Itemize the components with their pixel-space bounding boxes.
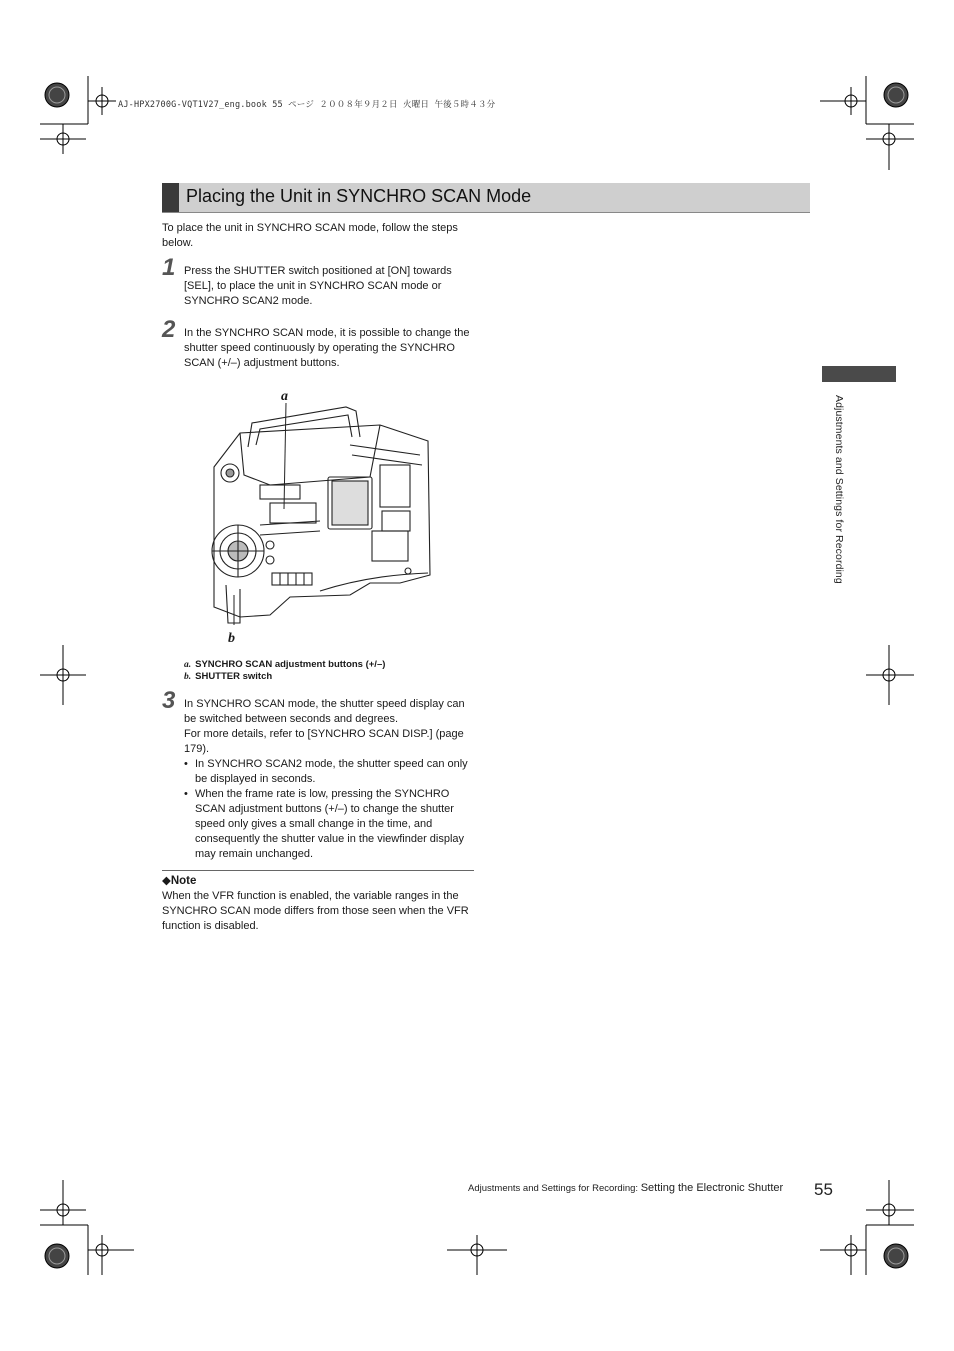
chapter-tab-marker (822, 366, 896, 382)
list-item: • In SYNCHRO SCAN2 mode, the shutter speed can only be displayed in seconds. (184, 757, 476, 787)
step-3-bullets (184, 757, 476, 862)
book-file-header: AJ-HPX2700G-VQT1V27_eng.book 55 ページ ２００８年９月２日 火曜日 午後５時４３分 (118, 100, 496, 110)
caption-a-text: SYNCHRO SCAN adjustment buttons (+/–) (195, 659, 386, 670)
figure-caption-b (184, 671, 272, 683)
figure-caption-a (184, 659, 385, 671)
note-heading: ◆Note (162, 875, 197, 887)
footer-chapter: Adjustments and Settings for Recording: (468, 1183, 639, 1194)
footer-breadcrumb (468, 1182, 783, 1194)
list-item: • When the frame rate is low, pressing the SYNCHRO SCAN adjustment buttons (+/–) to change the shutter speed only gives a small change in the time, and consequently the shutter value in the viewfinder display may remain unchanged. (184, 787, 476, 862)
note-text: When the VFR function is enabled, the variable ranges in the SYNCHRO SCAN mode differs from those seen when the VFR function is disabled. (162, 890, 469, 932)
step-1-number: 1 (162, 254, 176, 281)
section-accent (162, 183, 179, 212)
step-3-block (184, 697, 476, 862)
step-3-text: In SYNCHRO SCAN mode, the shutter speed display can be switched between seconds and degrees. (184, 698, 465, 725)
figure-label-b: b (228, 631, 235, 646)
chapter-side-label: Adjustments and Settings for Recording (833, 395, 845, 584)
camcorder-illustration (200, 385, 440, 650)
step-1-text: Press the SHUTTER switch positioned at [ON] towards [SEL], to place the unit in SYNCHRO SCAN mode or SYNCHRO SCAN2 mode. (184, 265, 452, 307)
page-number: 55 (814, 1180, 833, 1199)
step-2-number: 2 (162, 316, 176, 343)
camera-figure (200, 385, 440, 650)
caption-a-key: a. (184, 660, 192, 670)
step-3-number: 3 (162, 687, 176, 714)
caption-b-key: b. (184, 672, 192, 682)
section-title-bar (162, 183, 810, 213)
figure-label-a: a (281, 389, 288, 404)
section-title: Placing the Unit in SYNCHRO SCAN Mode (186, 186, 532, 206)
step-2-text: In the SYNCHRO SCAN mode, it is possible to change the shutter speed continuously by operating the SYNCHRO SCAN (+/–) adjustment buttons. (184, 327, 470, 369)
caption-b-text: SHUTTER switch (195, 671, 273, 682)
footer-topic: Setting the Electronic Shutter (640, 1182, 784, 1194)
intro-text: To place the unit in SYNCHRO SCAN mode, follow the steps below. (162, 222, 458, 249)
step-3-reference: For more details, refer to [SYNCHRO SCAN DISP.] (page 179). (184, 728, 464, 755)
note-divider (162, 870, 474, 871)
